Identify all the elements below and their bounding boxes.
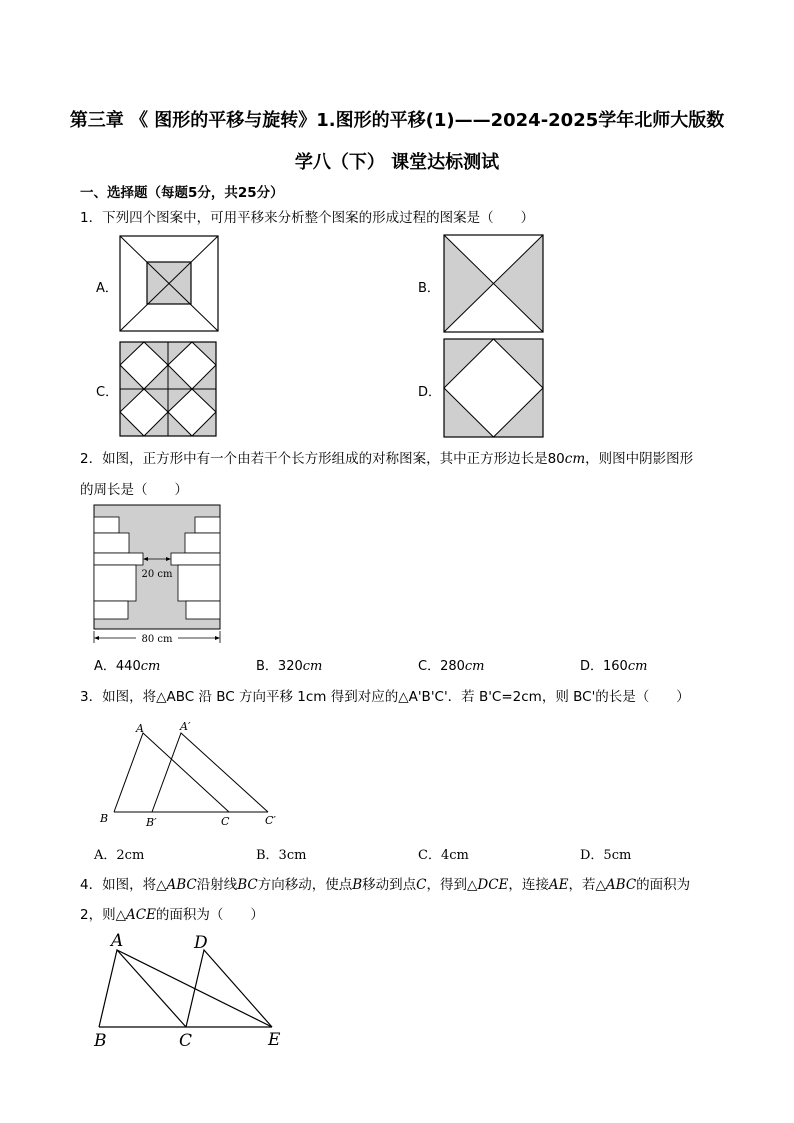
q3-label-c: C xyxy=(221,815,230,828)
question-3-text: 3．如图，将△ABC 沿 BC 方向平移 1cm 得到对应的△A'B'C'．若 B'C=2cm，则 BC'的长是（ ） xyxy=(80,689,690,705)
q3-option-d: D．5cm xyxy=(580,848,632,863)
q2-figure xyxy=(90,503,224,646)
question-2-line2: 的周长是（ ） xyxy=(80,482,188,498)
q4-label-a: A xyxy=(111,931,124,951)
q2-bottom-dimension-label: 80 cm xyxy=(141,634,173,645)
question-4-line1: 4．如图，将△ABC沿射线BC方向移动，使点B移动到点C，得到△DCE，连接AE，若△ABC的面积为 xyxy=(80,877,691,893)
q1-option-b-label: B． xyxy=(418,281,440,296)
question-1-text: 1．下列四个图案中，可用平移来分析整个图案的形成过程的图案是（ ） xyxy=(80,210,535,226)
q3-label-c-prime: C′ xyxy=(265,814,276,827)
q3-option-c: C．4cm xyxy=(418,848,469,863)
q3-label-a: A xyxy=(136,722,144,735)
question-4-line2: 2，则△ACE的面积为（ ） xyxy=(80,907,264,923)
q3-option-b: B．3cm xyxy=(256,848,307,863)
page-title-line2: 学八（下） 课堂达标测试 xyxy=(294,152,500,173)
section-heading: 一、选择题（每题5分，共25分） xyxy=(80,185,284,201)
q2-option-a: A．440cm xyxy=(94,659,161,674)
q3-label-b-prime: B′ xyxy=(146,816,157,829)
q4-label-d: D xyxy=(194,933,208,953)
q2-inner-dimension-label: 20 cm xyxy=(141,569,173,580)
q1-option-a-label: A． xyxy=(96,281,118,296)
q4-label-c: C xyxy=(179,1031,193,1051)
q2-option-c: C．280cm xyxy=(418,659,485,674)
q1-figure-c xyxy=(119,341,217,437)
q3-label-a-prime: A′ xyxy=(180,720,191,733)
question-2-line1: 2．如图，正方形中有一个由若干个长方形组成的对称图案，其中正方形边长是80cm，则图中阴影图形 xyxy=(80,451,694,467)
q1-option-d-label: D． xyxy=(418,385,442,400)
q1-figure-d xyxy=(443,338,544,438)
q3-figure xyxy=(96,716,290,830)
q4-figure xyxy=(90,926,290,1052)
q2-option-b: B．320cm xyxy=(256,659,323,674)
q1-option-c-label: C． xyxy=(96,385,119,400)
q1-figure-b xyxy=(443,234,544,333)
q2-option-d: D．160cm xyxy=(580,659,648,674)
q3-option-a: A．2cm xyxy=(94,848,145,863)
q3-label-b: B xyxy=(100,812,109,825)
page-title: 第三章 《 图形的平移与旋转》1.图形的平移(1)——2024-2025学年北师大版数 xyxy=(69,110,725,131)
q4-label-e: E xyxy=(268,1030,281,1050)
q1-figure-a xyxy=(119,235,219,332)
q4-label-b: B xyxy=(94,1031,107,1051)
